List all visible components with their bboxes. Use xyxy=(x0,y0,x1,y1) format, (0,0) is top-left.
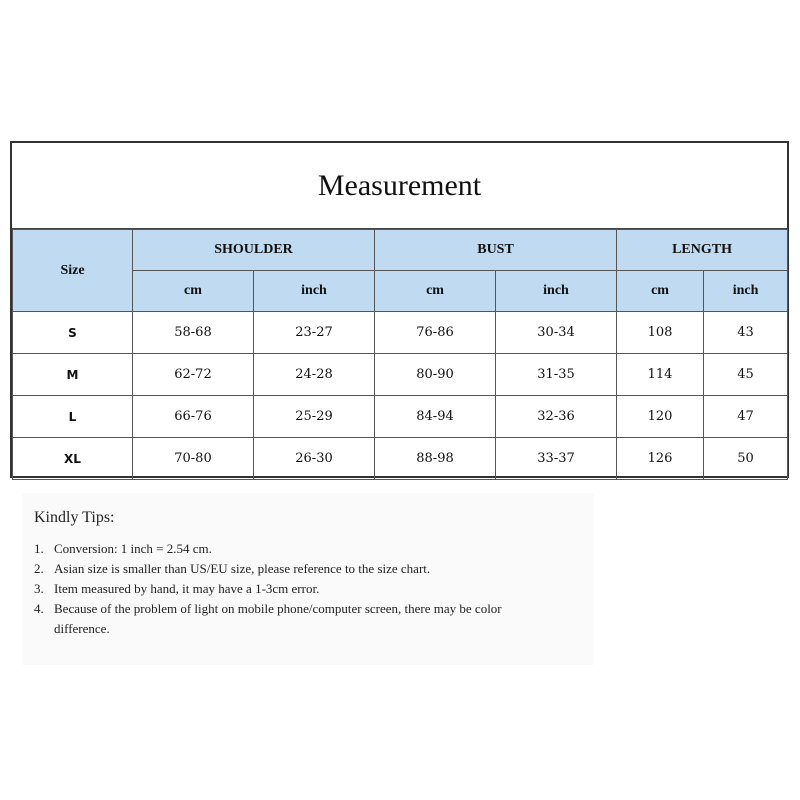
list-number: 3. xyxy=(34,581,44,596)
table-cell: 114 xyxy=(617,354,704,396)
list-text: Because of the problem of light on mobile phone/computer screen, there may be color difference. xyxy=(54,601,502,636)
unit-header: inch xyxy=(704,271,788,312)
table-cell: 84-94 xyxy=(375,396,496,438)
list-text: Item measured by hand, it may have a 1-3cm error. xyxy=(54,581,320,596)
table-cell: 47 xyxy=(704,396,788,438)
size-table xyxy=(12,229,788,480)
bust-header: BUST xyxy=(375,230,617,271)
table-cell: 26-30 xyxy=(254,438,375,480)
table-cell: 108 xyxy=(617,312,704,354)
length-header: LENGTH xyxy=(617,230,788,271)
list-text: Asian size is smaller than US/EU size, please reference to the size chart. xyxy=(54,561,431,576)
table-cell: 62-72 xyxy=(133,354,254,396)
table-cell: 43 xyxy=(704,312,788,354)
size-cell: S xyxy=(13,312,133,354)
table-cell: 25-29 xyxy=(254,396,375,438)
shoulder-header: SHOULDER xyxy=(133,230,375,271)
list-number: 4. xyxy=(34,601,44,616)
table-cell: 66-76 xyxy=(133,396,254,438)
list-text: Conversion: 1 inch = 2.54 cm. xyxy=(54,541,212,556)
table-cell: 76-86 xyxy=(375,312,496,354)
unit-header: cm xyxy=(133,271,254,312)
table-cell: 70-80 xyxy=(133,438,254,480)
table-cell: 120 xyxy=(617,396,704,438)
size-cell: M xyxy=(13,354,133,396)
table-cell: 31-35 xyxy=(496,354,617,396)
table-row xyxy=(13,396,788,438)
unit-header: cm xyxy=(375,271,496,312)
table-row xyxy=(13,438,788,480)
table-cell: 23-27 xyxy=(254,312,375,354)
table-row xyxy=(13,354,788,396)
table-cell: 30-34 xyxy=(496,312,617,354)
list-item xyxy=(22,599,524,639)
unit-header: inch xyxy=(254,271,375,312)
table-cell: 50 xyxy=(704,438,788,480)
list-number: 1. xyxy=(34,541,44,556)
measurement-chart xyxy=(10,141,789,478)
tips-box xyxy=(22,493,594,665)
size-cell: L xyxy=(13,396,133,438)
size-header: Size xyxy=(13,230,133,312)
table-cell: 45 xyxy=(704,354,788,396)
table-cell: 88-98 xyxy=(375,438,496,480)
list-number: 2. xyxy=(34,561,44,576)
table-cell: 80-90 xyxy=(375,354,496,396)
list-item xyxy=(22,539,524,559)
unit-header: inch xyxy=(496,271,617,312)
table-cell: 32-36 xyxy=(496,396,617,438)
tips-title: Kindly Tips: xyxy=(34,509,115,526)
list-item xyxy=(22,559,524,579)
unit-header: cm xyxy=(617,271,704,312)
table-cell: 58-68 xyxy=(133,312,254,354)
page-title: Measurement xyxy=(12,143,787,229)
table-cell: 24-28 xyxy=(254,354,375,396)
list-item xyxy=(22,579,524,599)
table-row xyxy=(13,312,788,354)
table-cell: 126 xyxy=(617,438,704,480)
tips-list xyxy=(22,539,524,639)
size-cell: XL xyxy=(13,438,133,480)
table-cell: 33-37 xyxy=(496,438,617,480)
